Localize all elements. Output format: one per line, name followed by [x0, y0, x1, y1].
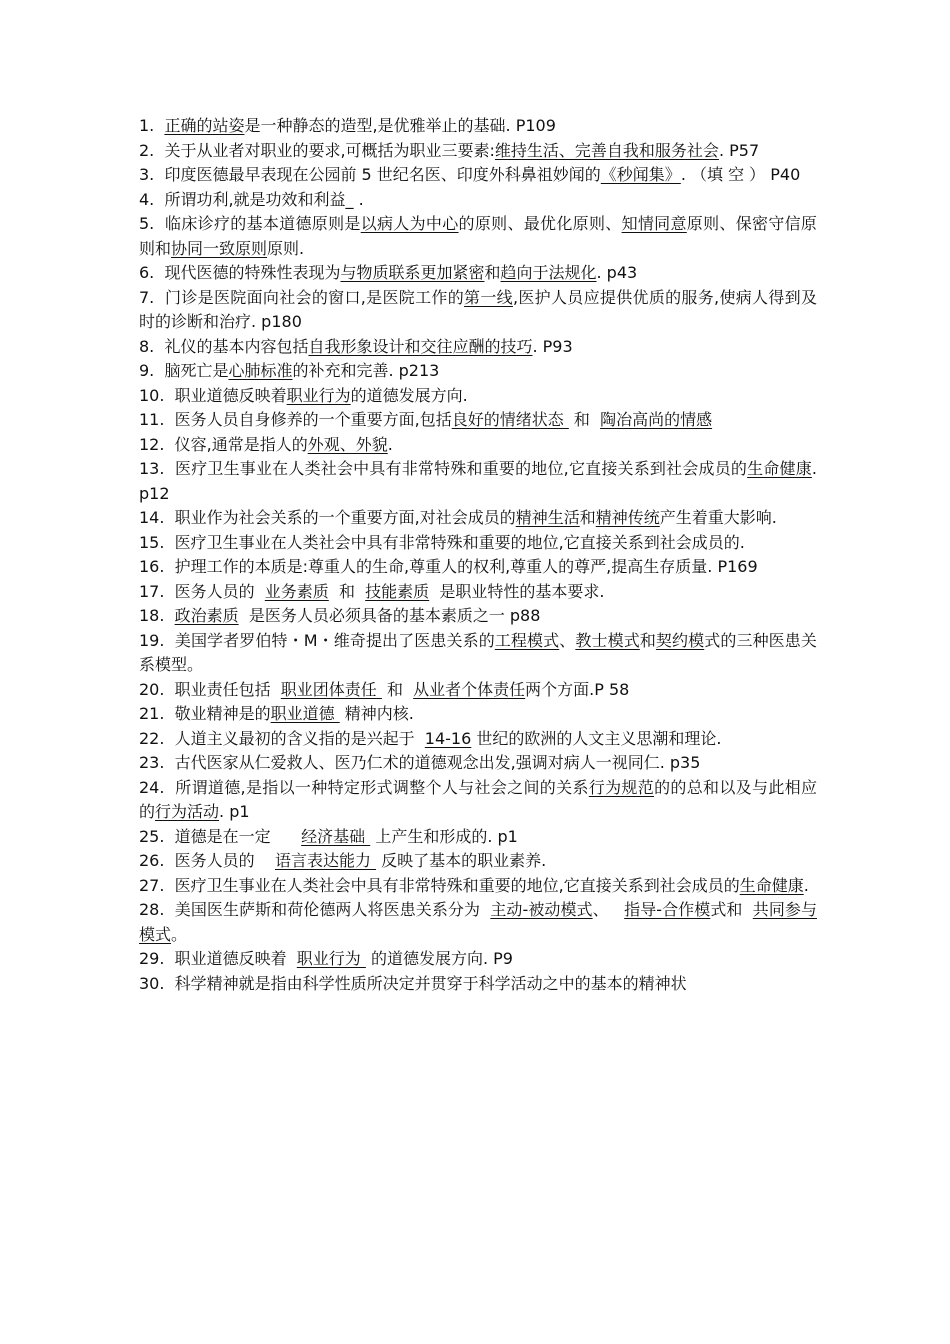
- answer-text: 外观、外貌: [307, 434, 388, 454]
- answer-text: 自我形象设计和交往应酬的技巧: [308, 336, 533, 356]
- question-text: 式的三种医患关系模型。: [139, 630, 817, 674]
- question-text: 10. 职业道德反映着: [139, 385, 287, 405]
- answer-text: 第一线: [464, 287, 513, 307]
- question-item: [139, 359, 817, 384]
- question-item: [139, 531, 817, 556]
- answer-text: 指导-合作模: [624, 900, 711, 919]
- answer-text: 业务素质: [264, 581, 329, 601]
- question-text: 23. 古代医家从仁爱救人、医乃仁术的道德观念出发,强调对病人一视同仁. p35: [139, 753, 701, 772]
- question-text: 14. 职业作为社会关系的一个重要方面,对社会成员的: [139, 508, 516, 527]
- question-item: [139, 898, 817, 947]
- question-text: 9. 脑死亡是: [139, 361, 229, 380]
- answer-text: 行为活动: [155, 802, 220, 821]
- question-text: 和: [484, 263, 501, 282]
- answer-text: 职业团体责任: [280, 679, 382, 699]
- question-item: [139, 972, 817, 997]
- question-text: 18.: [139, 606, 175, 625]
- question-text: . （填 空 ） P40: [680, 165, 801, 184]
- question-item: [139, 751, 817, 776]
- answer-text: 维持生活、完善自我和服务社会: [494, 140, 719, 160]
- question-item: [139, 776, 817, 825]
- question-item: [139, 874, 817, 899]
- question-text: 反映了基本的职业素养.: [376, 851, 547, 870]
- question-text: 和: [328, 581, 366, 601]
- question-item: [139, 629, 817, 678]
- question-text: 13. 医疗卫生事业在人类社会中具有非常特殊和重要的地位,它直接关系到社会成员的: [139, 459, 748, 478]
- question-text: 4. 所谓功利,就是功效和利益: [139, 189, 346, 209]
- answer-text: 政治素质: [174, 606, 239, 625]
- question-item: [139, 947, 817, 972]
- question-text: 两个方面.P 58: [525, 679, 630, 699]
- question-text: 21. 敬业精神是的: [139, 704, 271, 723]
- question-text: 25. 道德是在一定: [139, 826, 302, 846]
- answer-text: 精神传统: [595, 508, 660, 527]
- question-text: .: [387, 434, 393, 454]
- question-text: 的的总和以及与此相应的: [139, 777, 817, 821]
- question-item: [139, 433, 817, 458]
- question-text: .: [803, 875, 809, 895]
- question-text: 是职业特性的基本要求.: [429, 581, 605, 601]
- answer-text: 与物质联系更加紧密: [340, 263, 485, 282]
- answer-text: 工程模式: [494, 630, 560, 650]
- question-item: [139, 384, 817, 409]
- question-text: 的道德发展方向. P9: [365, 949, 513, 968]
- question-text: 。: [171, 924, 188, 944]
- answer-text: 精神生活: [515, 508, 580, 527]
- question-item: [139, 163, 817, 188]
- question-text: . p12: [139, 459, 823, 503]
- question-text: . P57: [718, 140, 760, 160]
- question-text: 原则.: [267, 238, 305, 258]
- question-text: 产生着重大影响.: [659, 508, 777, 527]
- answer-text: 职业行为: [296, 949, 366, 968]
- question-text: 上产生和形成的. p1: [370, 826, 518, 846]
- question-item: [139, 555, 817, 580]
- question-text: 原则、保密守信原则和: [139, 214, 817, 258]
- answer-text: 主动-被动模式: [490, 900, 593, 919]
- question-item: [139, 604, 817, 629]
- question-text: 3. 印度医德最早表现在公园前 5 世纪名医、印度外科鼻祖妙闻的: [139, 165, 601, 184]
- question-text: 、: [559, 630, 576, 650]
- question-text: 6. 现代医德的特殊性表现为: [139, 263, 341, 282]
- question-text: 7. 门诊是医院面向社会的窗口,是医院工作的: [139, 287, 465, 307]
- question-item: [139, 286, 817, 335]
- answer-text: 14-16: [424, 728, 472, 748]
- answer-text: 从业者个体责任: [413, 679, 526, 699]
- answer-text: 技能素质: [365, 581, 430, 601]
- question-text: 和: [568, 410, 601, 429]
- question-item: [139, 261, 817, 286]
- question-item: [139, 457, 823, 506]
- question-text: 2. 关于从业者对职业的要求,可概括为职业三要素:: [139, 140, 495, 160]
- question-text: 22. 人道主义最初的含义指的是兴起于: [139, 728, 425, 748]
- question-text: 12. 仪容,通常是指人的: [139, 434, 308, 454]
- answer-text: 知情同意: [621, 214, 687, 233]
- answer-text: 契约模: [655, 630, 705, 650]
- answer-text: 语言表达能力: [274, 851, 377, 870]
- question-item: [139, 114, 817, 139]
- question-item: [139, 678, 817, 703]
- question-text: 世纪的欧洲的人文主义思潮和理论.: [471, 728, 722, 748]
- question-text: 19. 美国学者罗伯特・M・维奇提出了医患关系的: [139, 630, 495, 650]
- document-body: [139, 114, 823, 996]
- question-item: [139, 849, 817, 874]
- answer-text: 心肺标准: [228, 361, 293, 380]
- answer-text: 趋向于法规化: [500, 263, 597, 282]
- question-item: [139, 139, 817, 164]
- answer-text: 生命健康: [747, 459, 812, 478]
- answer-text: 协同一致原则: [171, 238, 268, 258]
- question-item: [139, 188, 817, 213]
- question-text: 式和: [710, 900, 753, 919]
- question-text: .: [353, 189, 364, 209]
- question-text: 29. 职业道德反映着: [139, 949, 297, 968]
- question-item: [139, 580, 817, 605]
- question-text: 27. 医疗卫生事业在人类社会中具有非常特殊和重要的地位,它直接关系到社会成员的: [139, 875, 740, 895]
- answer-text: 共同参与模式: [139, 900, 817, 944]
- question-text: 是一种静态的造型,是优雅举止的基础. P109: [244, 116, 556, 135]
- answer-text: 职业行为: [286, 385, 351, 405]
- question-item: [139, 825, 817, 850]
- question-item: [139, 408, 817, 433]
- question-text: 的道德发展方向.: [350, 385, 468, 405]
- answer-text: 行为规范: [588, 777, 655, 797]
- question-item: [139, 702, 817, 727]
- answer-text: 以病人为中心: [360, 214, 459, 233]
- question-text: 17. 医务人员的: [139, 581, 265, 601]
- question-text: 和: [579, 508, 596, 527]
- answer-text: 正确的站姿: [164, 116, 245, 135]
- question-item: [139, 727, 817, 752]
- question-list: [139, 114, 823, 996]
- answer-text: 教士模式: [575, 630, 640, 650]
- answer-text: 经济基础: [301, 826, 371, 846]
- question-text: . p1: [219, 802, 250, 821]
- question-text: 11. 医务人员自身修养的一个重要方面,包括: [139, 410, 452, 429]
- question-text: 26. 医务人员的: [139, 851, 275, 870]
- question-text: _: [345, 189, 354, 209]
- question-text: 的原则、最优化原则、: [458, 214, 622, 233]
- question-text: 8. 礼仪的基本内容包括: [139, 336, 309, 356]
- question-item: [139, 506, 817, 531]
- question-text: 1.: [139, 116, 165, 135]
- question-text: 16. 护理工作的本质是:尊重人的生命,尊重人的权利,尊重人的尊严,提高生存质量. P169: [139, 557, 758, 576]
- question-text: 和: [381, 679, 414, 699]
- answer-text: 陶冶高尚的情感: [600, 410, 713, 429]
- question-text: 是医务人员必须具备的基本素质之一 p88: [238, 606, 541, 625]
- question-text: 28. 美国医生萨斯和荷伦德两人将医患关系分为: [139, 900, 491, 919]
- question-text: 和: [639, 630, 656, 650]
- question-item: [139, 335, 817, 360]
- answer-text: 职业道德: [270, 704, 340, 723]
- question-text: . p43: [596, 263, 638, 282]
- question-item: [139, 212, 817, 261]
- question-text: 的补充和完善. p213: [292, 361, 440, 380]
- question-text: . P93: [532, 336, 573, 356]
- question-text: 24. 所谓道德,是指以一种特定形式调整个人与社会之间的关系: [139, 777, 589, 797]
- question-text: ,医护人员应提供优质的服务,使病人得到及时的诊断和治疗. p180: [139, 287, 817, 331]
- question-text: 15. 医疗卫生事业在人类社会中具有非常特殊和重要的地位,它直接关系到社会成员的.: [139, 532, 745, 552]
- answer-text: 《秒闻集》: [600, 165, 681, 184]
- question-text: 5. 临床诊疗的基本道德原则是: [139, 214, 361, 233]
- question-text: 、: [592, 900, 625, 919]
- question-text: 30. 科学精神就是指由科学性质所决定并贯穿于科学活动之中的基本的精神状: [139, 973, 687, 993]
- answer-text: 良好的情绪状态: [451, 410, 569, 429]
- question-text: 20. 职业责任包括: [139, 679, 281, 699]
- answer-text: 生命健康: [739, 875, 804, 895]
- question-text: 精神内核.: [339, 704, 414, 723]
